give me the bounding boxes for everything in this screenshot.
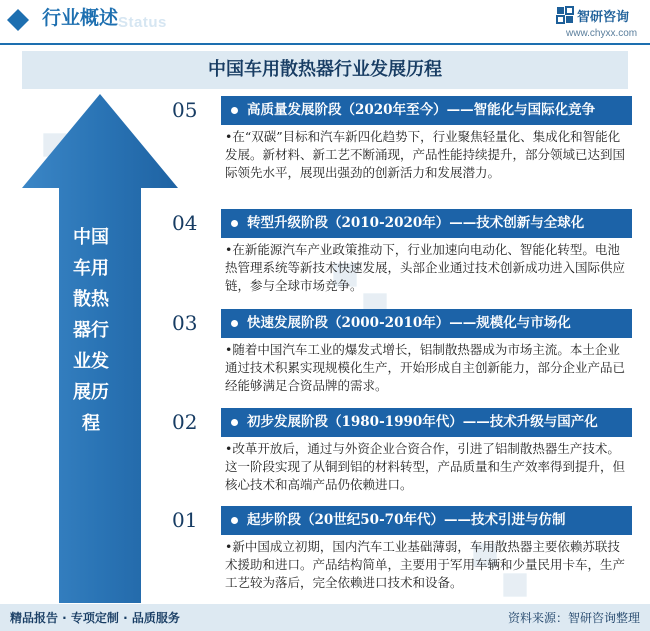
- stage-heading: 快速发展阶段（2000-2010年）——规模化与市场化: [247, 315, 571, 331]
- stage-description: •随着中国汽车工业的爆发式增长，铝制散热器成为市场主流。本土企业通过技术积累实现规模化生产，开始形成自主创新能力，部分企业产品已经能够满足合资品牌的需求。: [225, 342, 626, 393]
- bullet-dot-icon: [231, 107, 238, 114]
- footer-slogan: 精品报告 · 专项定制 · 品质服务: [10, 611, 180, 625]
- stage-heading: 起步阶段（20世纪50-70年代）——技术引进与仿制: [247, 512, 566, 528]
- stage-heading-bar: [221, 96, 632, 125]
- stage-number: 04: [172, 211, 198, 235]
- stage-number: 05: [172, 98, 198, 122]
- stage-heading-bar: [221, 408, 632, 437]
- main-title: 中国车用散热器行业发展历程: [208, 59, 442, 80]
- arrow-label-line: 程: [82, 413, 100, 434]
- stage-number: 03: [172, 311, 198, 335]
- stage-description: •在“双碳”目标和汽车新四化趋势下，行业聚焦轻量化、集成化和智能化发展。新材料、新工艺不断涌现，产品性能持续提升，部分领域已达到国际领先水平，展现出强劲的创新活力和发展潜力。: [225, 129, 626, 180]
- bullet-dot-icon: [231, 320, 238, 327]
- stage-heading: 高质量发展阶段（2020年至今）——智能化与国际化竞争: [247, 102, 596, 118]
- bullet-dot-icon: [231, 517, 238, 524]
- stage-heading-bar: [221, 506, 632, 535]
- stage-description: •新中国成立初期，国内汽车工业基础薄弱，车用散热器主要依赖苏联技术援助和进口。产品结构简单，主要用于军用车辆和少量民用卡车，生产工艺较为落后，完全依赖进口技术和设备。: [225, 539, 626, 590]
- footer-bar: [0, 604, 650, 631]
- bullet-dot-icon: [231, 419, 238, 426]
- brand-logo-icon: [556, 6, 574, 24]
- arrow-label-line: 器行: [73, 320, 109, 341]
- arrow-label-line: 展历: [73, 382, 109, 403]
- section-title: 行业概述: [42, 7, 119, 29]
- bullet-dot-icon: [231, 220, 238, 227]
- footer-source: 资料来源：智研咨询整理: [507, 611, 640, 625]
- stage-heading: 转型升级阶段（2010-2020年）——技术创新与全球化: [247, 215, 585, 231]
- stage-description: •在新能源汽车产业政策推动下，行业加速向电动化、智能化转型。电池热管理系统等新技术快速发展，头部企业通过技术创新成功进入国际供应链，参与全球市场竞争。: [225, 242, 626, 293]
- arrow-label-line: 业发: [73, 351, 109, 372]
- stage-number: 01: [172, 508, 198, 532]
- arrow-label-line: 中国: [73, 227, 109, 248]
- brand-url: www.chyxx.com: [566, 28, 638, 39]
- arrow-label: [64, 222, 118, 439]
- stage-number: 02: [172, 410, 198, 434]
- main-title-band: [22, 51, 628, 89]
- stage-description: •改革开放后，通过与外资企业合资合作，引进了铝制散热器生产技术。这一阶段实现了从铜到铝的材料转型，产品质量和生产效率得到提升，但核心技术和高端产品仍依赖进口。: [225, 441, 626, 492]
- stage-heading: 初步发展阶段（1980-1990年代）——技术升级与国产化: [247, 414, 598, 430]
- arrow-label-line: 车用: [73, 258, 109, 279]
- brand: [556, 4, 640, 42]
- header-watermark: Status: [118, 14, 167, 31]
- brand-name: 智研咨询: [577, 10, 630, 25]
- header-divider: [0, 43, 650, 45]
- stage-heading-bar: [221, 309, 632, 338]
- arrow-label-line: 散热: [73, 289, 109, 310]
- stage-heading-bar: [221, 209, 632, 238]
- diamond-icon: [6, 8, 30, 32]
